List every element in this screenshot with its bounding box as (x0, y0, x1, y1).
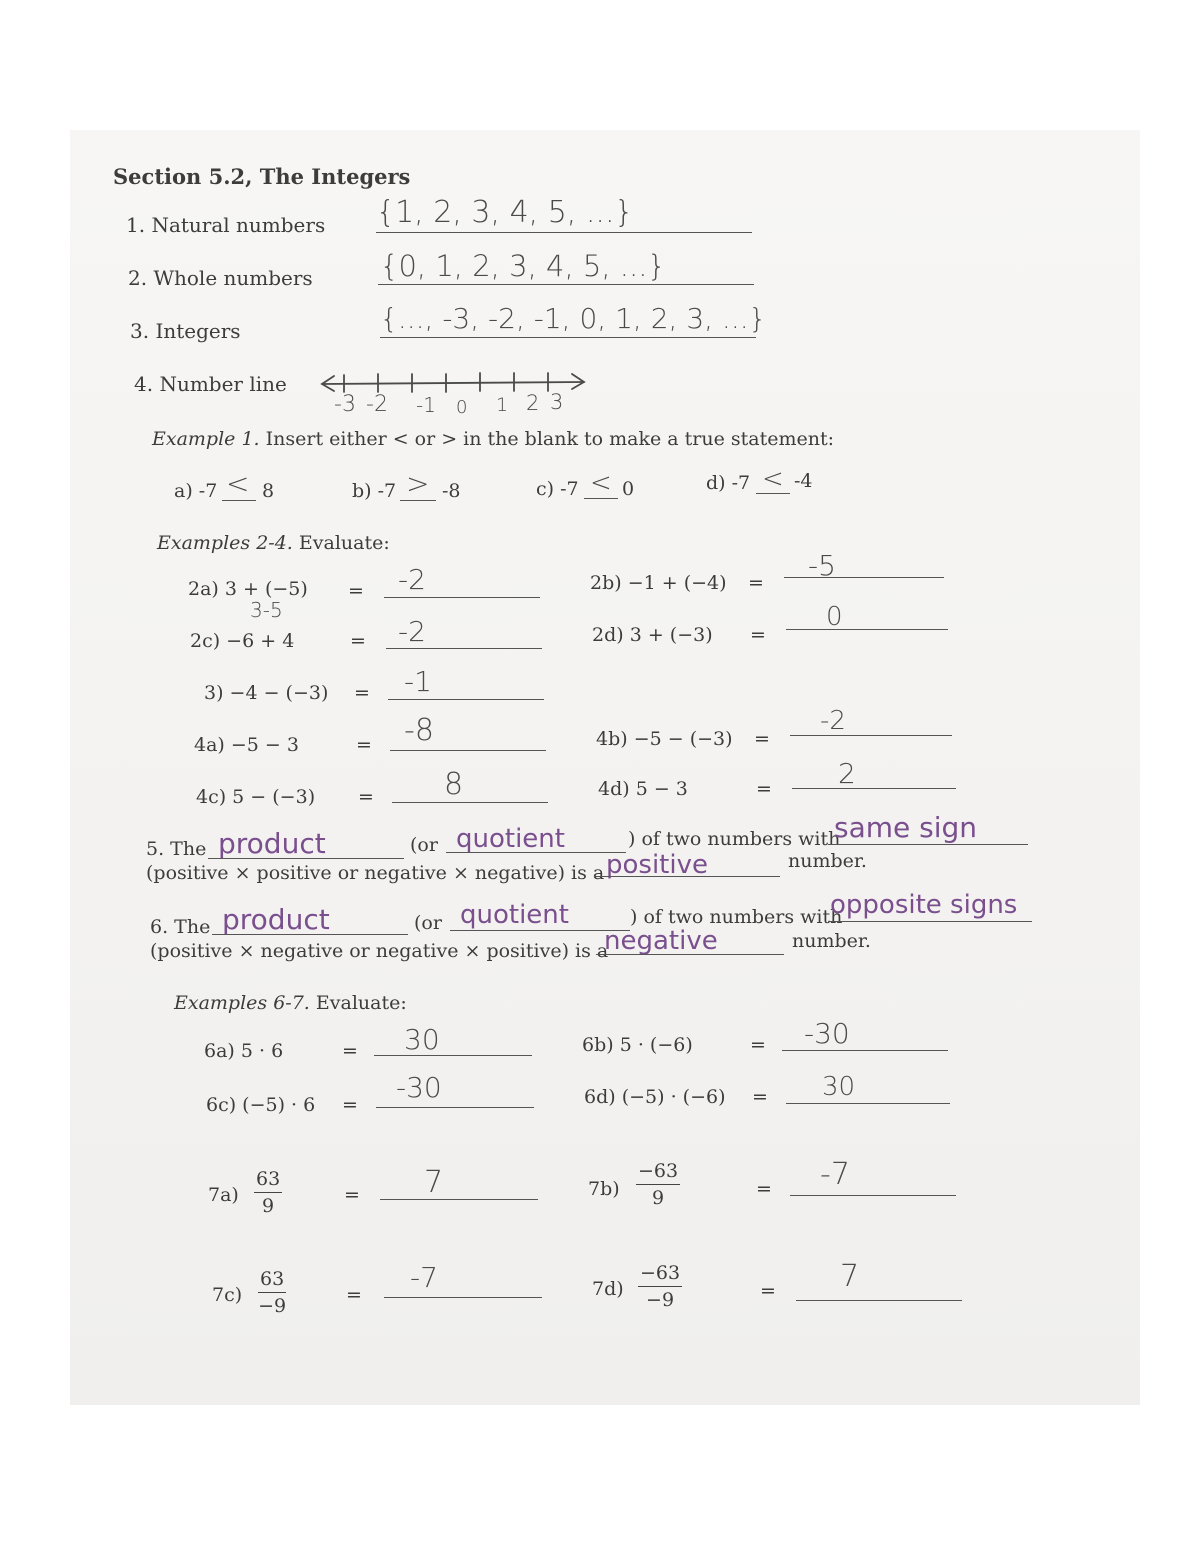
ex7c-eq: = (346, 1284, 362, 1306)
ex1-a-suffix: 8 (262, 480, 275, 502)
ex2a-answer: -2 (398, 563, 426, 596)
ex6d-answer: 30 (822, 1072, 856, 1102)
ex1-c-suffix: 0 (622, 478, 635, 500)
ex1-b-prefix: b) -7 (352, 480, 397, 502)
ex6b-answer: -30 (804, 1017, 850, 1050)
ex4d-eq: = (756, 778, 772, 800)
ex2b-eq: = (748, 572, 764, 594)
ex2a-label: 2a) 3 + (−5) (188, 578, 308, 600)
answer-line (594, 876, 780, 877)
rule6-text-4: (positive × negative or negative × positive) is a (150, 940, 609, 962)
ex7d-eq: = (760, 1280, 776, 1302)
tick-label: 0 (456, 397, 468, 418)
def-natural-answer: {1, 2, 3, 4, 5, ...} (376, 195, 634, 230)
ex7a-label: 7a) (208, 1184, 239, 1206)
ex7a-numerator: 63 (254, 1170, 282, 1193)
ex2a-eq: = (348, 580, 364, 602)
rule5-answer-same-sign: same sign (834, 811, 978, 844)
answer-line (584, 498, 618, 499)
number-line-label: 4. Number line (134, 372, 287, 396)
ex7c-label: 7c) (212, 1284, 243, 1306)
answer-line (786, 1103, 950, 1104)
tick-label: -3 (334, 392, 356, 417)
ex6c-answer: -30 (396, 1071, 442, 1104)
example1-heading: Example 1. Insert either < or > in the blank to make a true statement: (152, 428, 835, 450)
answer-line (384, 597, 540, 598)
ex4d-label: 4d) 5 − 3 (598, 778, 688, 800)
rule6-text-1: 6. The (150, 916, 211, 938)
ex7b-numerator: −63 (636, 1162, 680, 1185)
ex4c-answer: 8 (444, 767, 464, 802)
answer-line (828, 921, 1032, 922)
answer-line (376, 1107, 534, 1108)
ex7a-eq: = (344, 1184, 360, 1206)
ex6a-label: 6a) 5 · 6 (204, 1040, 284, 1062)
ex7b-answer: -7 (820, 1157, 850, 1192)
ex7b-eq: = (756, 1178, 772, 1200)
ex2d-answer: 0 (826, 602, 843, 632)
ex4a-answer: -8 (404, 713, 434, 748)
tick-label: 2 (526, 391, 540, 415)
ex4d-answer: 2 (838, 757, 856, 790)
ex6c-label: 6c) (−5) · 6 (206, 1094, 316, 1116)
answer-line (790, 735, 952, 736)
rule6-answer-quotient: quotient (460, 900, 569, 930)
rule5-text-1: 5. The (146, 838, 207, 860)
ex7c-numerator: 63 (258, 1270, 286, 1293)
tick-label: -1 (416, 393, 436, 417)
ex7a-answer: 7 (424, 1165, 444, 1200)
ex4b-label: 4b) −5 − (−3) (596, 728, 733, 750)
ex1-c-prefix: c) -7 (536, 478, 579, 500)
answer-line (446, 852, 626, 853)
answer-line (450, 930, 630, 931)
rule5-answer-product: product (218, 827, 326, 860)
ex1-b-answer: > (406, 467, 430, 500)
ex3-eq: = (354, 682, 370, 704)
ex7b-label: 7b) (588, 1178, 620, 1200)
ex7d-numerator: −63 (638, 1264, 682, 1287)
answer-line (222, 500, 256, 501)
answer-line (796, 1300, 962, 1301)
ex4b-eq: = (754, 728, 770, 750)
ex4c-eq: = (358, 786, 374, 808)
answer-line (790, 1195, 956, 1196)
ex4a-label: 4a) −5 − 3 (194, 734, 299, 756)
answer-line (400, 500, 436, 501)
answer-line (784, 577, 944, 578)
rule6-answer-negative: negative (604, 926, 718, 956)
tick-label: -2 (366, 392, 388, 417)
ex7a-fraction (254, 1170, 282, 1216)
ex1-d-answer: < (762, 464, 784, 494)
def-natural-label: 1. Natural numbers (126, 213, 326, 237)
section-title: Section 5.2, The Integers (113, 164, 411, 189)
examples24-heading: Examples 2-4. Evaluate: (157, 532, 390, 554)
ex4c-label: 4c) 5 − (−3) (196, 786, 316, 808)
rule5-text-4: (positive × positive or negative × negative) is a (146, 862, 605, 884)
ex7d-fraction (638, 1264, 682, 1310)
answer-line (392, 802, 548, 803)
number-line-arrow (322, 373, 584, 392)
def-whole-label: 2. Whole numbers (128, 266, 313, 290)
answer-line (384, 1297, 542, 1298)
answer-line (828, 844, 1028, 845)
ex2c-label: 2c) −6 + 4 (190, 630, 295, 652)
answer-line (596, 954, 784, 955)
answer-line (380, 1199, 538, 1200)
def-whole-answer: {0, 1, 2, 3, 4, 5, ...} (380, 249, 666, 283)
ex1-b-suffix: -8 (442, 480, 461, 502)
ex7c-fraction (258, 1270, 286, 1316)
tick-label: 3 (550, 390, 564, 414)
answer-line (388, 699, 544, 700)
ex2c-eq: = (350, 630, 366, 652)
rule5-answer-quotient: quotient (456, 824, 565, 854)
rule5-text-3: ) of two numbers with (628, 828, 841, 850)
ex7b-fraction (636, 1162, 680, 1208)
ex1-d-prefix: d) -7 (706, 472, 751, 494)
ex7d-answer: 7 (840, 1259, 860, 1294)
ex2a-work: 3-5 (250, 598, 283, 622)
ex6a-answer: 30 (404, 1023, 440, 1056)
ex6d-eq: = (752, 1086, 768, 1108)
ex6b-label: 6b) 5 · (−6) (582, 1034, 693, 1056)
ex1-a-answer: < (226, 467, 250, 500)
ex1-a-prefix: a) -7 (174, 480, 218, 502)
def-integers-answer: {..., -3, -2, -1, 0, 1, 2, 3, ...} (380, 302, 767, 335)
ex7a-denominator: 9 (262, 1195, 275, 1217)
ex2b-answer: -5 (808, 549, 836, 582)
answer-line (782, 1050, 948, 1051)
answer-line (792, 788, 956, 789)
answer-line (380, 337, 756, 338)
ex6b-eq: = (750, 1034, 766, 1056)
rule6-answer-product: product (222, 903, 330, 936)
tick-label: 1 (496, 394, 509, 416)
ex4a-eq: = (356, 734, 372, 756)
answer-line (378, 284, 754, 285)
ex2c-answer: -2 (398, 615, 426, 648)
ex6d-label: 6d) (−5) · (−6) (584, 1086, 726, 1108)
answer-line (208, 858, 404, 859)
answer-line (786, 629, 948, 630)
ex7c-denominator: −9 (258, 1295, 287, 1317)
ex1-d-suffix: -4 (794, 470, 813, 492)
ex6a-eq: = (342, 1040, 358, 1062)
rule6-answer-opposite-signs: opposite signs (830, 890, 1018, 920)
ex7c-answer: -7 (410, 1261, 438, 1294)
ex4b-answer: -2 (820, 706, 846, 736)
ex7d-denominator: −9 (646, 1289, 675, 1311)
answer-line (212, 934, 408, 935)
rule5-text-2: (or (410, 834, 438, 856)
ex2d-eq: = (750, 624, 766, 646)
rule6-text-5: number. (792, 930, 871, 952)
ex2b-label: 2b) −1 + (−4) (590, 572, 727, 594)
ex2d-label: 2d) 3 + (−3) (592, 624, 713, 646)
rule6-text-2: (or (414, 912, 442, 934)
ex6c-eq: = (342, 1094, 358, 1116)
rule6-text-3: ) of two numbers with (630, 906, 843, 928)
ex3-answer: -1 (404, 665, 432, 698)
rule5-answer-positive: positive (606, 850, 708, 880)
ex3-label: 3) −4 − (−3) (204, 682, 329, 704)
rule5-text-5: number. (788, 850, 867, 872)
def-integers-label: 3. Integers (130, 319, 241, 343)
ex7b-denominator: 9 (652, 1187, 665, 1209)
answer-line (374, 1055, 532, 1056)
answer-line (756, 493, 790, 494)
answer-line (390, 750, 546, 751)
ex7d-label: 7d) (592, 1278, 624, 1300)
ex1-c-answer: < (590, 468, 612, 498)
answer-line (376, 232, 752, 233)
examples67-heading: Examples 6-7. Evaluate: (174, 992, 407, 1014)
answer-line (386, 648, 542, 649)
